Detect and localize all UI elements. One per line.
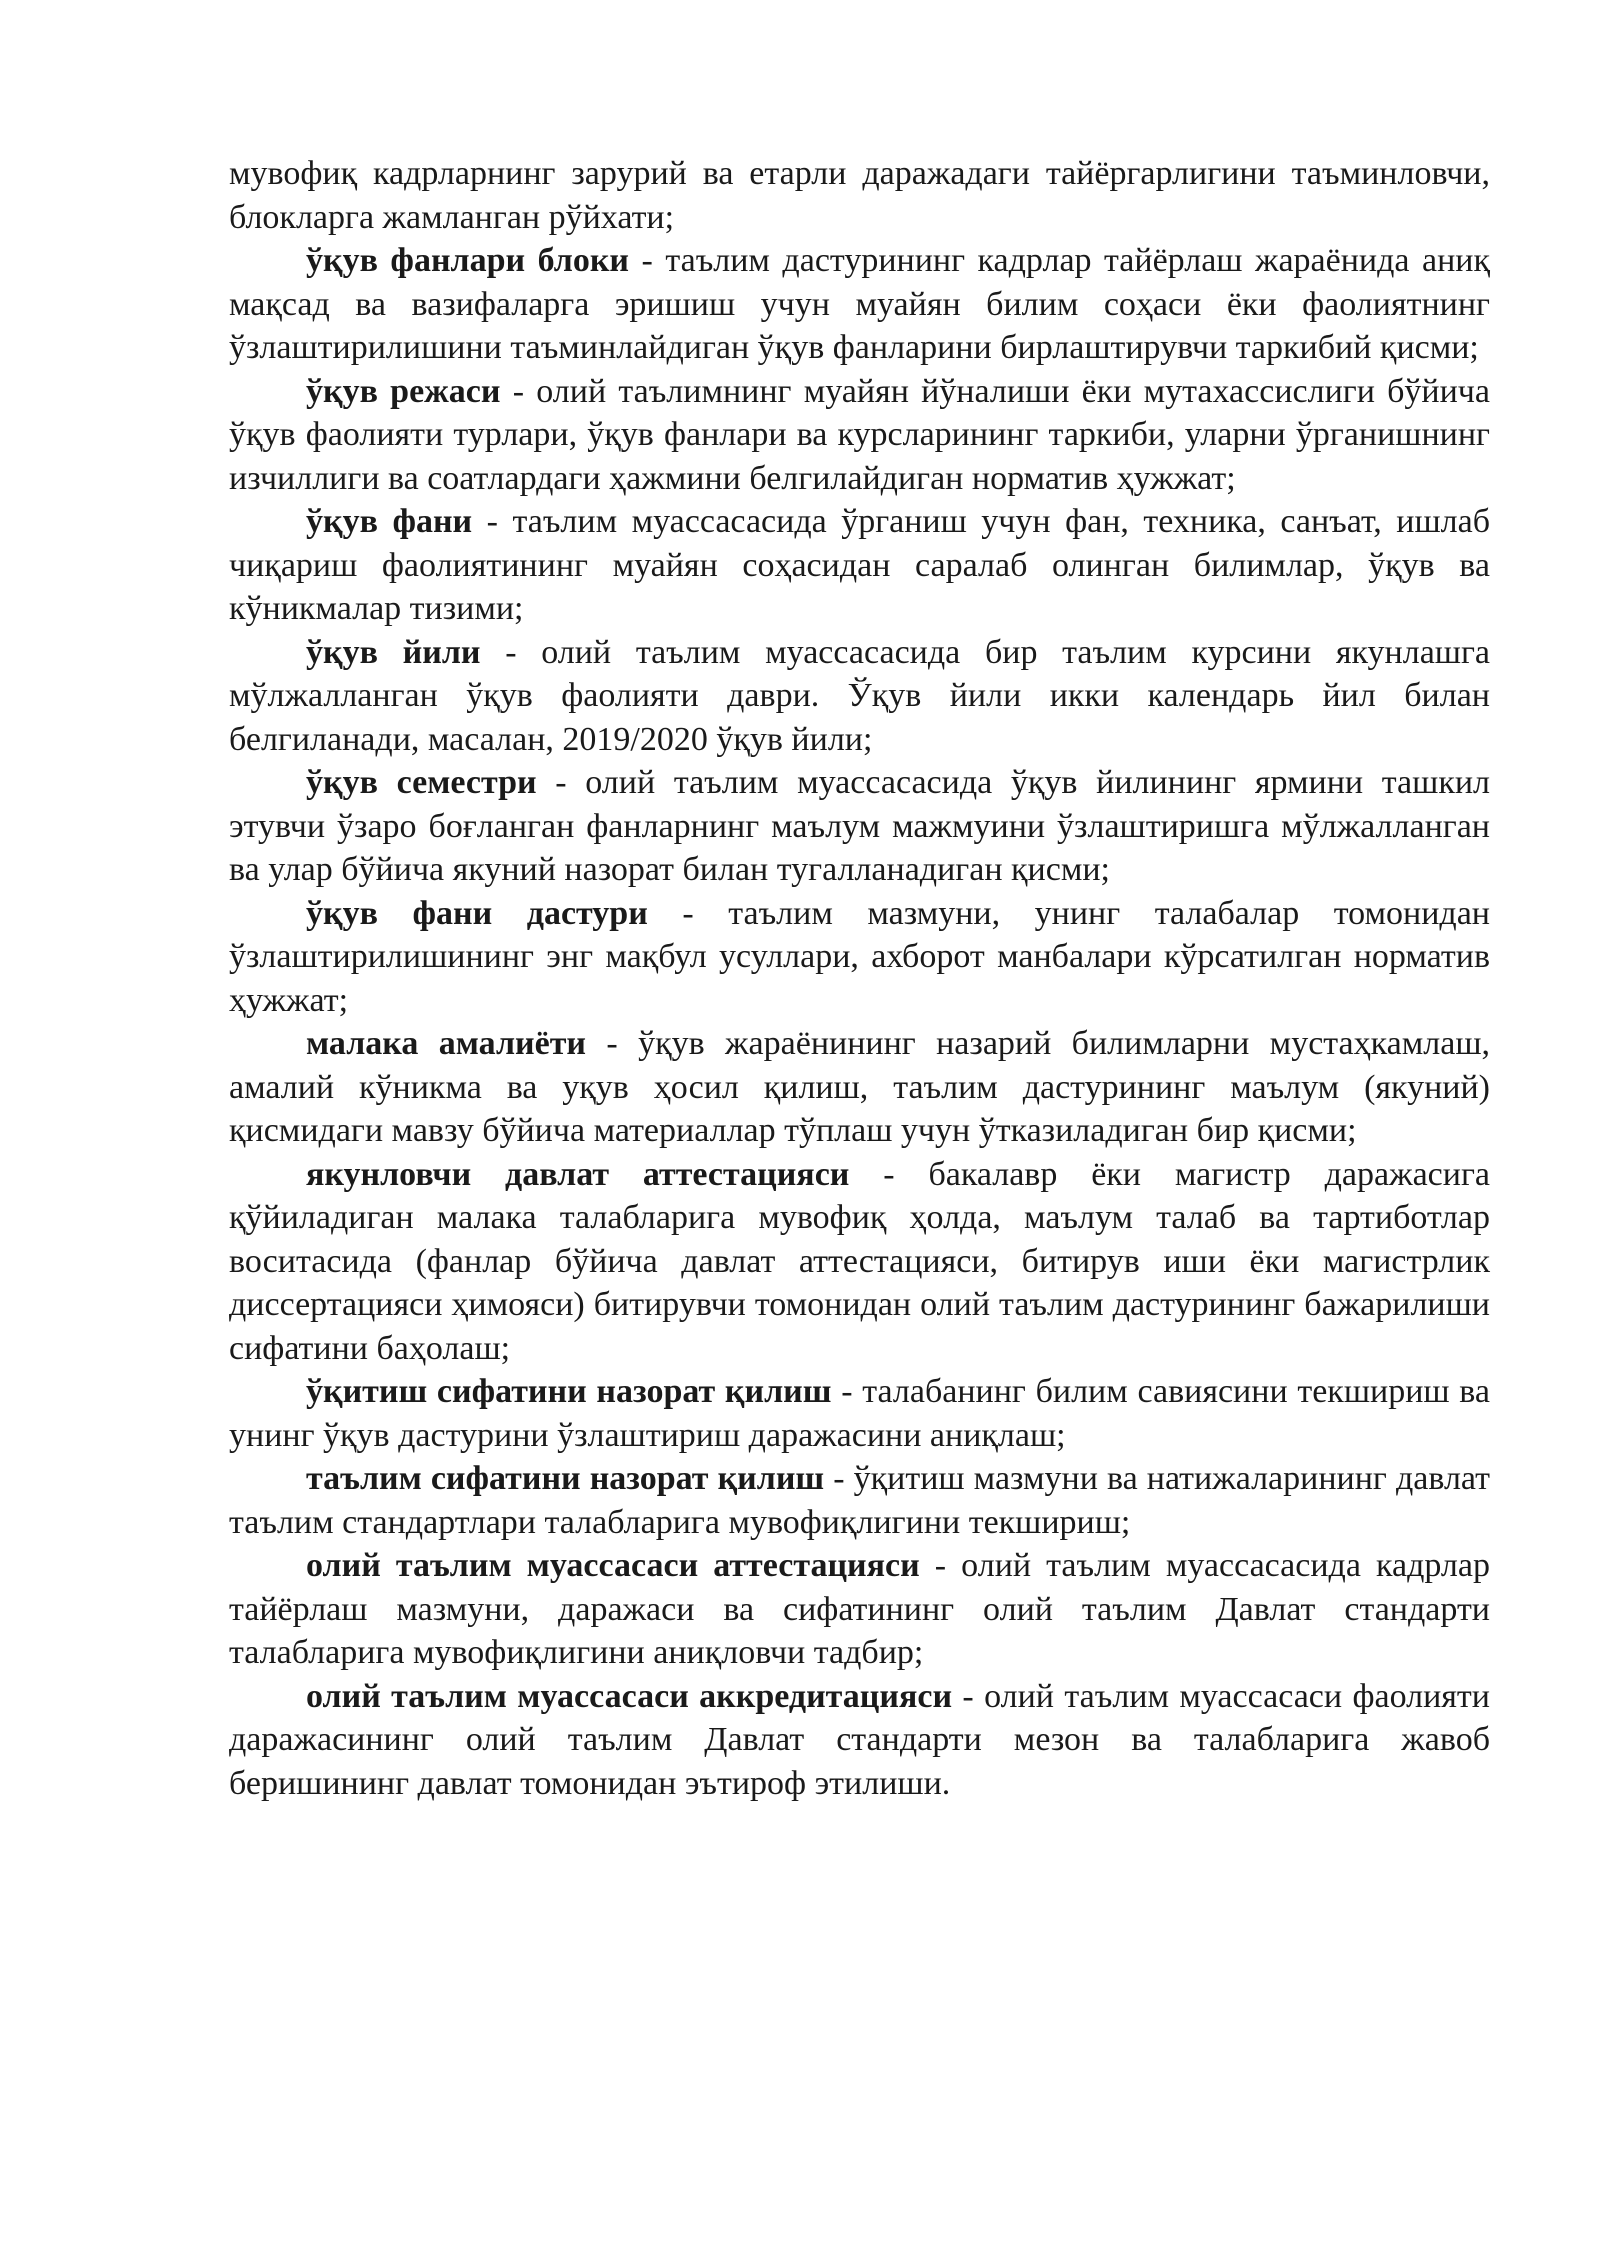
- definition-term: ўқув фанлари блоки: [306, 242, 630, 279]
- definition-text: - ўқув жараёнининг назарий билимларни мустаҳкамлаш, амалий кўникма ва уқув ҳосил қилиш, таълим дастурининг маълум (якуний) қисмидаги мавзу бўйича материаллар тўплаш учун ўтказиладиган бир қисми;: [229, 1025, 1490, 1149]
- definition-term: малака амалиёти: [306, 1025, 587, 1062]
- definition-paragraph: [229, 761, 1490, 892]
- definition-term: таълим сифатини назорат қилиш: [306, 1460, 825, 1497]
- definition-text: - таълим мазмуни, унинг талабалар томонидан ўзлаштирилишининг энг мақбул усуллари, ахборот манбалари кўрсатилган норматив ҳужжат;: [229, 894, 1490, 1019]
- definition-text: - талабанинг билим савиясини текшириш ва унинг ўқув дастурини ўзлаштириш даражасини аниқлаш;: [229, 1373, 1490, 1454]
- definition-paragraph: [229, 500, 1490, 631]
- definition-term: олий таълим муассасаси аккредитацияси: [306, 1677, 953, 1715]
- definition-text: - ўқитиш мазмуни ва натижаларининг давлат таълим стандартлари талабларига мувофиқлигини текшириш;: [229, 1460, 1490, 1541]
- document-body: [229, 152, 1490, 1805]
- definition-text: - олий таълим муассасаси фаолияти даражасининг олий таълим Давлат стандарти мезон ва талабларига жавоб беришининг давлат томонидан эътироф этилиши.: [229, 1677, 1490, 1802]
- definition-paragraph: [229, 370, 1490, 501]
- definition-text: - олий таълим муассасасида бир таълим курсини якунлашга мўлжалланган ўқув фаолияти даври. Ўқув йили икки календарь йил билан белгиланади, масалан, 2019/2020 ўқув йили;: [229, 633, 1491, 758]
- definition-text: - олий таълимнинг муайян йўналиши ёки мутахассислиги бўйича ўқув фаолияти турлари, ўқув фанлари ва курсларининг таркиби, уларни ўрганишнинг изчиллиги ва соатлардаги ҳажмини белгилайдиган норматив ҳужжат;: [229, 372, 1490, 497]
- definition-term: ўқув режаси: [306, 372, 501, 410]
- definition-term: олий таълим муассасаси аттестацияси: [306, 1547, 920, 1584]
- definition-text: - олий таълим муассасасида ўқув йилининг ярмини ташкил этувчи ўзаро боғланган фанларнинг маълум мажмуини ўзлаштиришга мўлжалланган ва улар бўйича якуний назорат билан тугалланадиган қисми;: [229, 764, 1490, 888]
- definition-paragraph: [229, 892, 1490, 1023]
- definition-text: - таълим дастурининг кадрлар тайёрлаш жараёнида аниқ мақсад ва вазифаларга эришиш учун муайян билим соҳаси ёки фаолиятнинг ўзлаштирилишини таъминлайдиган ўқув фанларини бирлаштирувчи таркибий қисми;: [229, 242, 1490, 366]
- definition-term: ўқув фани дастури: [306, 894, 648, 932]
- definition-paragraph: [229, 1457, 1490, 1544]
- definition-paragraph: [229, 1370, 1490, 1457]
- paragraph-continuation: [229, 152, 1490, 239]
- definition-term: ўқув йили: [306, 633, 481, 671]
- definition-paragraph: [229, 1022, 1490, 1153]
- definition-term: ўқитиш сифатини назорат қилиш: [306, 1373, 832, 1410]
- definition-term: ўқув фани: [306, 503, 473, 540]
- definition-text: - олий таълим муассасасида кадрлар тайёрлаш мазмуни, даражаси ва сифатининг олий таълим Давлат стандарти талабларига мувофиқлигини аниқловчи тадбир;: [229, 1547, 1490, 1671]
- definition-paragraph: [229, 239, 1490, 370]
- paragraph-text: мувофиқ кадрларнинг зарурий ва етарли даражадаги тайёргарлигини таъминловчи, блокларга жамланган рўйхати;: [229, 155, 1490, 236]
- definition-term: якунловчи давлат аттестацияси: [306, 1155, 850, 1193]
- definition-paragraph: [229, 1153, 1490, 1371]
- definition-paragraph: [229, 1675, 1490, 1806]
- definition-text: - бакалавр ёки магистр даражасига қўйиладиган малака талабларига мувофиқ ҳолда, маълум талаб ва тартиботлар воситасида (фанлар бўйича давлат аттестацияси, битирув иши ёки магистрлик диссертацияси ҳимояси) битирувчи томонидан олий таълим дастурининг бажарилиши сифатини баҳолаш;: [229, 1155, 1490, 1367]
- definition-paragraph: [229, 631, 1490, 762]
- definition-paragraph: [229, 1544, 1490, 1675]
- definition-text: - таълим муассасасида ўрганиш учун фан, техника, санъат, ишлаб чиқариш фаолиятининг муайян соҳасидан саралаб олинган билимлар, ўқув ва кўникмалар тизими;: [229, 503, 1491, 627]
- definition-term: ўқув семестри: [306, 764, 537, 801]
